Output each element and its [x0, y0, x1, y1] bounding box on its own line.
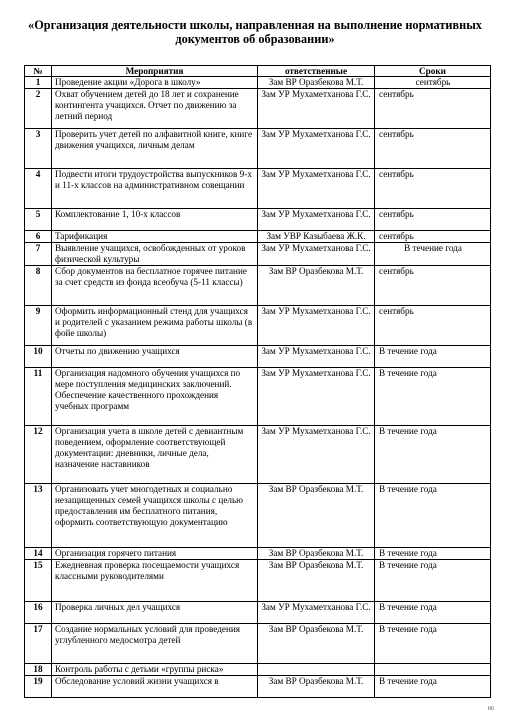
event-cell: Организовать учет многодетных и социально незащищенных семей учащихся школы с целью предоставления им бесплатного питания, оформить соответствующую документацию	[52, 484, 258, 548]
responsible-cell: Зам ВР Оразбекова М.Т.	[258, 624, 375, 664]
row-number: 15	[25, 560, 52, 602]
event-cell: Охват обучением детей до 18 лет и сохранение контингента учащихся. Отчет по движению за летний период	[52, 89, 258, 129]
table-row	[25, 664, 491, 676]
deadline-cell: В течение года	[375, 243, 491, 266]
table-row	[25, 484, 491, 548]
table-row	[25, 77, 491, 89]
deadline-cell: В течение года	[375, 548, 491, 560]
header-deadline: Сроки	[375, 66, 491, 77]
table-row	[25, 231, 491, 243]
responsible-cell: Зам УР Мухаметханова Г.С.	[258, 306, 375, 346]
table-header-row	[25, 66, 491, 77]
row-number: 2	[25, 89, 52, 129]
deadline-cell: сентябрь	[375, 209, 491, 231]
table-row	[25, 346, 491, 368]
table-row	[25, 169, 491, 209]
responsible-cell	[258, 664, 375, 676]
event-cell: Создание нормальных условий для проведения углубленного медосмотра детей	[52, 624, 258, 664]
header-responsible: ответственные	[258, 66, 375, 77]
responsible-cell: Зам ВР Оразбекова М.Т.	[258, 676, 375, 698]
deadline-cell: сентябрь	[375, 266, 491, 306]
row-number: 4	[25, 169, 52, 209]
deadline-cell: сентябрь	[375, 231, 491, 243]
responsible-cell: Зам УВР Казыбаева Ж.К.	[258, 231, 375, 243]
event-cell: Контроль работы с детьми «группы риска»	[52, 664, 258, 676]
deadline-cell: сентябрь	[375, 77, 491, 89]
event-cell: Организация надомного обучения учащихся по мере поступления медицинских заключений. Обеспечение качественного прохождения учебных программ	[52, 368, 258, 426]
event-cell: Выявление учащихся, освобожденных от уроков физической культуры	[52, 243, 258, 266]
responsible-cell: Зам УР Мухаметханова Г.С.	[258, 129, 375, 169]
responsible-cell: Зам УР Мухаметханова Г.С.	[258, 368, 375, 426]
responsible-cell: Зам ВР Оразбекова М.Т.	[258, 77, 375, 89]
row-number: 8	[25, 266, 52, 306]
table-row	[25, 560, 491, 602]
deadline-cell: В течение года	[375, 676, 491, 698]
event-cell: Тарификация	[52, 231, 258, 243]
deadline-cell: В течение года	[375, 484, 491, 548]
event-cell: Оформить информационный стенд для учащихся и родителей с указанием режима работы школы (в фойе школы)	[52, 306, 258, 346]
table-row	[25, 306, 491, 346]
deadline-cell: В течение года	[375, 624, 491, 664]
responsible-cell: Зам УР Мухаметханова Г.С.	[258, 346, 375, 368]
row-number: 17	[25, 624, 52, 664]
deadline-cell: В течение года	[375, 346, 491, 368]
table-row	[25, 89, 491, 129]
responsible-cell: Зам УР Мухаметханова Г.С.	[258, 169, 375, 209]
row-number: 11	[25, 368, 52, 426]
deadline-cell: сентябрь	[375, 306, 491, 346]
row-number: 5	[25, 209, 52, 231]
event-cell: Организация учета в школе детей с девиантным поведением, оформление соответствующей документации: дневники, личные дела, назначение наставников	[52, 426, 258, 484]
row-number: 9	[25, 306, 52, 346]
table-row	[25, 209, 491, 231]
table-row	[25, 243, 491, 266]
responsible-cell: Зам ВР Оразбекова М.Т.	[258, 548, 375, 560]
row-number: 7	[25, 243, 52, 266]
header-events: Мероприятия	[52, 66, 258, 77]
table-row	[25, 602, 491, 624]
event-cell: Организация горячего питания	[52, 548, 258, 560]
row-number: 6	[25, 231, 52, 243]
event-cell: Сбор документов на бесплатное горячее питание за счет средств из фонда всеобуча (5-11 классы)	[52, 266, 258, 306]
row-number: 19	[25, 676, 52, 698]
row-number: 10	[25, 346, 52, 368]
row-number: 16	[25, 602, 52, 624]
table-row	[25, 624, 491, 664]
responsible-cell: Зам УР Мухаметханова Г.С.	[258, 209, 375, 231]
events-table	[24, 65, 491, 698]
deadline-cell: В течение года	[375, 426, 491, 484]
event-cell: Подвести итоги трудоустройства выпускников 9-х и 11-х классов на административном совещании	[52, 169, 258, 209]
responsible-cell: Зам УР Мухаметханова Г.С.	[258, 602, 375, 624]
event-cell: Проверить учет детей по алфавитной книге, книге движения учащихся, личным делам	[52, 129, 258, 169]
header-number: №	[25, 66, 52, 77]
event-cell: Ежедневная проверка посещаемости учащихся классными руководителями	[52, 560, 258, 602]
table-row	[25, 368, 491, 426]
table-row	[25, 548, 491, 560]
event-cell: Обследование условий жизни учащихся в	[52, 676, 258, 698]
event-cell: Проведение акции «Дорога в школу»	[52, 77, 258, 89]
deadline-cell: В течение года	[375, 560, 491, 602]
row-number: 13	[25, 484, 52, 548]
responsible-cell: Зам УР Мухаметханова Г.С.	[258, 243, 375, 266]
table-row	[25, 676, 491, 698]
table-row	[25, 129, 491, 169]
responsible-cell: Зам ВР Оразбекова М.Т.	[258, 560, 375, 602]
table-row	[25, 266, 491, 306]
row-number: 1	[25, 77, 52, 89]
row-number: 18	[25, 664, 52, 676]
row-number: 14	[25, 548, 52, 560]
event-cell: Отчеты по движению учащихся	[52, 346, 258, 368]
responsible-cell: Зам УР Мухаметханова Г.С.	[258, 89, 375, 129]
event-cell: Проверка личных дел учащихся	[52, 602, 258, 624]
row-number: 12	[25, 426, 52, 484]
deadline-cell: сентябрь	[375, 169, 491, 209]
document-title: «Организация деятельности школы, направленная на выполнение нормативных документов об образовании»	[28, 18, 482, 46]
deadline-cell	[375, 664, 491, 676]
deadline-cell: В течение года	[375, 602, 491, 624]
event-cell: Комплектование 1, 10-х классов	[52, 209, 258, 231]
deadline-cell: сентябрь	[375, 129, 491, 169]
responsible-cell: Зам УР Мухаметханова Г.С.	[258, 426, 375, 484]
deadline-cell: В течение года	[375, 368, 491, 426]
responsible-cell: Зам ВР Оразбекова М.Т.	[258, 484, 375, 548]
responsible-cell: Зам ВР Оразбекова М.Т.	[258, 266, 375, 306]
row-number: 3	[25, 129, 52, 169]
table-row	[25, 426, 491, 484]
page-number: 66	[488, 706, 494, 712]
deadline-cell: сентябрь	[375, 89, 491, 129]
